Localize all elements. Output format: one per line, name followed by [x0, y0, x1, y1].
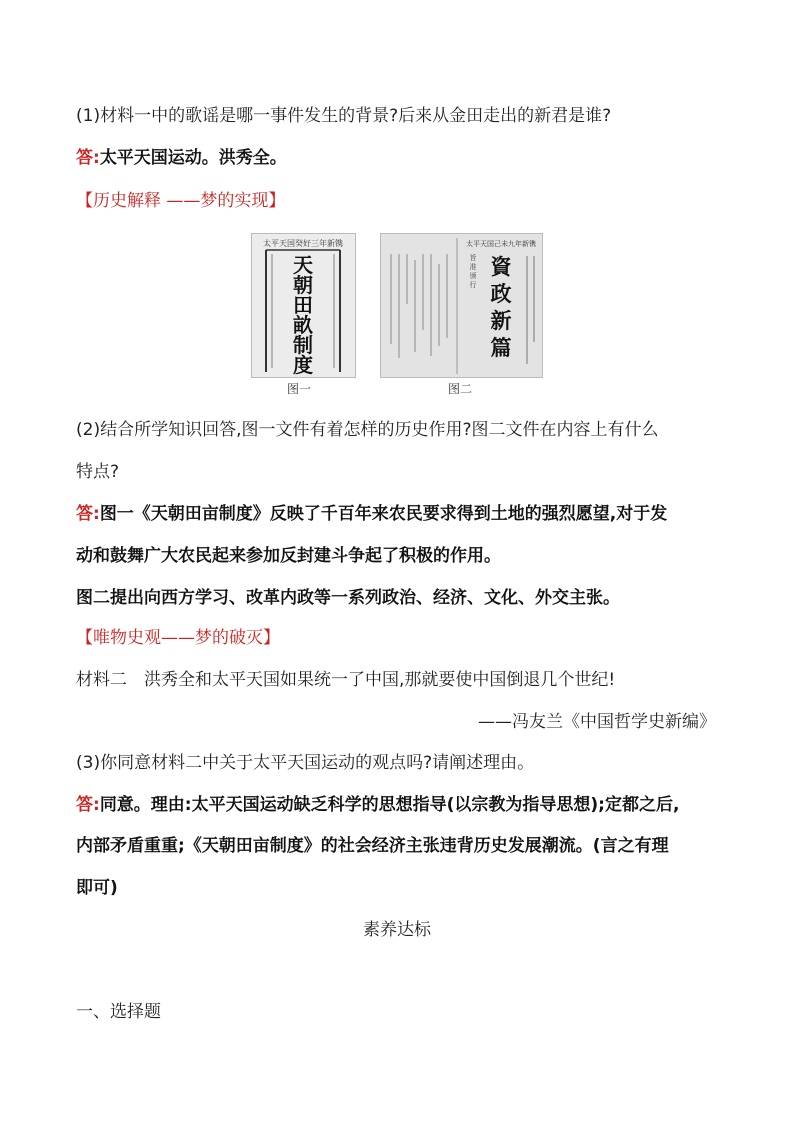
- title-char: 天: [293, 253, 313, 277]
- answer-label: 答:: [76, 504, 100, 524]
- section-historical-materialism: 【唯物史观——梦的破灭】: [76, 628, 280, 648]
- q2-question-line1: (2)结合所学知识回答,图一文件有着怎样的历史作用?图二文件在内容上有什么: [76, 420, 659, 440]
- answer-label: 答:: [76, 795, 100, 815]
- title-char: 度: [293, 353, 313, 377]
- figure-2-side-text: 旨准颁行: [469, 254, 477, 289]
- title-char: 制: [293, 333, 313, 357]
- q3-answer-line3: 即可): [76, 878, 118, 898]
- title-char: 政: [490, 281, 512, 306]
- heading-literacy: 素养达标: [363, 920, 431, 940]
- figure-2-image: [380, 233, 543, 378]
- q2-answer-text: 图一《天朝田亩制度》反映了千百年来农民要求得到土地的强烈愿望,对于发: [99, 504, 668, 524]
- q3-answer-line2: 内部矛盾重重;《天朝田亩制度》的社会经济主张违背历史发展潮流。(言之有理: [76, 836, 669, 856]
- q1-answer: [76, 146, 287, 170]
- q2-answer-line1: [76, 502, 667, 526]
- title-char: 資: [490, 254, 512, 279]
- q3-answer-text: 同意。理由:太平天国运动缺乏科学的思想指导(以宗教为指导思想);定都之后,: [99, 795, 680, 815]
- q2-question-line2: 特点?: [76, 462, 120, 482]
- title-char: 畝: [293, 313, 313, 337]
- q2-answer-line3: 图二提出向西方学习、改革内政等一系列政治、经济、文化、外交主张。: [76, 588, 620, 608]
- q1-question: (1)材料一中的歌谣是哪一事件发生的背景?后来从金田走出的新君是谁?: [76, 106, 612, 126]
- q2-answer-line2: 动和鼓舞广大农民起来参加反封建斗争起了积极的作用。: [76, 546, 501, 566]
- section-history-explanation: 【历史解释 ——梦的实现】: [76, 191, 286, 211]
- figure-2-scan: [381, 234, 542, 377]
- heading-choice-questions: 一、选择题: [76, 1002, 161, 1022]
- figure-1-caption: 图一: [287, 382, 312, 396]
- figure-2-caption: 图二: [448, 382, 473, 396]
- q3-question: (3)你同意材料二中关于太平天国运动的观点吗?请阐述理由。: [76, 753, 535, 773]
- title-char: 新: [490, 308, 512, 333]
- q1-answer-text: 太平天国运动。洪秀全。: [99, 148, 287, 168]
- title-char: 田: [293, 293, 313, 317]
- figure-1-image: [251, 233, 356, 378]
- figure-1-header: 太平天国癸好三年新镌: [263, 239, 343, 248]
- title-char: 朝: [293, 273, 313, 297]
- figure-2-header: 太平天国己未九年新镌: [466, 240, 536, 248]
- title-char: 篇: [490, 335, 512, 360]
- material2-text: 材料二 洪秀全和太平天国如果统一了中国,那就要使中国倒退几个世纪!: [76, 670, 616, 690]
- answer-label: 答:: [76, 148, 100, 168]
- figure-1-scan: [252, 234, 355, 377]
- material2-source: ——冯友兰《中国哲学史新编》: [478, 712, 716, 732]
- q3-answer-line1: [76, 793, 679, 817]
